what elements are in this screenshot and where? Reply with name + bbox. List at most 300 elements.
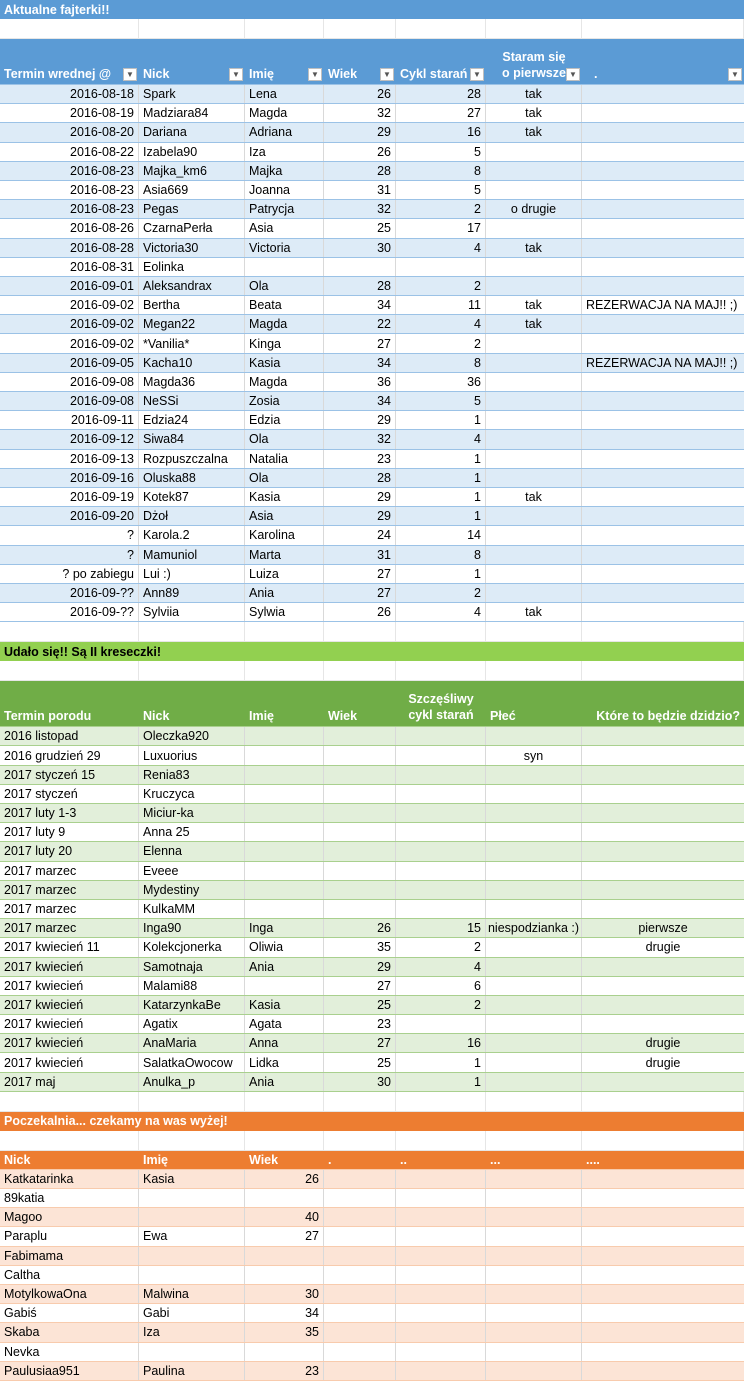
filter-dropdown-icon[interactable]: ▼ xyxy=(380,68,394,81)
table-cell[interactable] xyxy=(486,938,582,956)
table-cell[interactable]: 4 xyxy=(396,430,486,448)
table-cell[interactable]: 2016-09-02 xyxy=(0,334,139,352)
table-cell[interactable] xyxy=(582,958,744,976)
table-cell[interactable]: Karolina xyxy=(245,526,324,544)
table-cell[interactable]: 29 xyxy=(324,507,396,525)
table-cell[interactable]: 16 xyxy=(396,1034,486,1052)
table-cell[interactable] xyxy=(486,565,582,583)
table-cell[interactable]: 34 xyxy=(324,354,396,372)
table-cell[interactable]: Luiza xyxy=(245,565,324,583)
table-cell[interactable] xyxy=(245,727,324,745)
table-cell[interactable] xyxy=(486,334,582,352)
table-cell[interactable]: 4 xyxy=(396,603,486,621)
table-cell[interactable] xyxy=(582,200,744,218)
filter-dropdown-icon[interactable]: ▼ xyxy=(566,68,580,81)
table-cell[interactable]: 2017 styczeń 15 xyxy=(0,766,139,784)
table-cell[interactable] xyxy=(582,1208,744,1226)
table-cell[interactable] xyxy=(486,354,582,372)
table-cell[interactable]: 35 xyxy=(245,1323,324,1341)
table-cell[interactable]: Kasia xyxy=(245,488,324,506)
table-cell[interactable]: 40 xyxy=(245,1208,324,1226)
table-cell[interactable]: 2017 luty 9 xyxy=(0,823,139,841)
table-cell[interactable]: Asia xyxy=(245,219,324,237)
table-cell[interactable] xyxy=(324,727,396,745)
filter-dropdown-icon[interactable]: ▼ xyxy=(229,68,243,81)
table-cell[interactable]: 2017 maj xyxy=(0,1073,139,1091)
col-header-ktore[interactable]: Które to będzie dzidzio? xyxy=(596,709,740,724)
table-cell[interactable] xyxy=(582,1362,744,1380)
table-cell[interactable]: CzarnaPerła xyxy=(139,219,245,237)
table-cell[interactable]: 2017 marzec xyxy=(0,881,139,899)
table-cell[interactable]: 4 xyxy=(396,239,486,257)
table-cell[interactable]: MotylkowaOna xyxy=(0,1285,139,1303)
col-header-imie[interactable]: Imię xyxy=(143,1152,169,1167)
table-cell[interactable]: tak xyxy=(486,315,582,333)
table-cell[interactable] xyxy=(396,1304,486,1322)
table-cell[interactable]: 27 xyxy=(324,565,396,583)
table-cell[interactable]: Mamuniol xyxy=(139,546,245,564)
table-cell[interactable]: 1 xyxy=(396,565,486,583)
table-cell[interactable] xyxy=(396,823,486,841)
col-header-dot1[interactable]: . xyxy=(328,1152,332,1167)
table-cell[interactable]: syn xyxy=(486,746,582,764)
table-cell[interactable]: 29 xyxy=(324,411,396,429)
table-cell[interactable] xyxy=(486,900,582,918)
table-cell[interactable]: Oliwia xyxy=(245,938,324,956)
table-cell[interactable] xyxy=(486,1247,582,1265)
table-cell[interactable]: 23 xyxy=(324,450,396,468)
table-cell[interactable] xyxy=(582,584,744,602)
table-cell[interactable]: 2017 luty 1-3 xyxy=(0,804,139,822)
table-cell[interactable] xyxy=(582,373,744,391)
table-cell[interactable] xyxy=(396,1323,486,1341)
table-cell[interactable]: AnaMaria xyxy=(139,1034,245,1052)
table-cell[interactable] xyxy=(324,1227,396,1245)
table-cell[interactable]: 2 xyxy=(396,938,486,956)
table-cell[interactable]: 34 xyxy=(245,1304,324,1322)
table-cell[interactable]: Edzia24 xyxy=(139,411,245,429)
table-cell[interactable] xyxy=(245,881,324,899)
col-header-nick[interactable]: Nick ▼ xyxy=(139,39,245,84)
table-cell[interactable] xyxy=(396,1285,486,1303)
table-cell[interactable]: Ola xyxy=(245,277,324,295)
table-cell[interactable] xyxy=(582,804,744,822)
table-cell[interactable] xyxy=(245,1189,324,1207)
table-cell[interactable] xyxy=(245,1343,324,1361)
col-header-plec[interactable]: Płeć xyxy=(490,709,516,724)
table-cell[interactable]: tak xyxy=(486,488,582,506)
table-cell[interactable]: 1 xyxy=(396,450,486,468)
table-cell[interactable]: 1 xyxy=(396,1053,486,1071)
table-cell[interactable]: Ania xyxy=(245,1073,324,1091)
table-cell[interactable]: Kruczyca xyxy=(139,785,245,803)
table-cell[interactable]: Ann89 xyxy=(139,584,245,602)
table-cell[interactable]: tak xyxy=(486,104,582,122)
table-cell[interactable] xyxy=(486,977,582,995)
blank-row[interactable] xyxy=(0,661,744,681)
table-cell[interactable]: Renia83 xyxy=(139,766,245,784)
table-cell[interactable]: 2017 kwiecień xyxy=(0,1034,139,1052)
table-cell[interactable]: Kasia xyxy=(139,1170,245,1188)
table-cell[interactable]: Marta xyxy=(245,546,324,564)
table-cell[interactable]: Bertha xyxy=(139,296,245,314)
table-cell[interactable] xyxy=(582,546,744,564)
table-cell[interactable]: Caltha xyxy=(0,1266,139,1284)
table-cell[interactable]: 2016-08-28 xyxy=(0,239,139,257)
table-cell[interactable] xyxy=(139,1266,245,1284)
table-cell[interactable]: Agata xyxy=(245,1015,324,1033)
table-cell[interactable]: Malwina xyxy=(139,1285,245,1303)
table-cell[interactable]: ? xyxy=(0,546,139,564)
table-cell[interactable]: 26 xyxy=(324,919,396,937)
table-cell[interactable]: 2016-08-23 xyxy=(0,162,139,180)
table-cell[interactable]: Anulka_p xyxy=(139,1073,245,1091)
table-cell[interactable] xyxy=(396,785,486,803)
table-cell[interactable] xyxy=(486,277,582,295)
table-cell[interactable] xyxy=(582,334,744,352)
table-cell[interactable] xyxy=(486,842,582,860)
table-cell[interactable] xyxy=(486,1189,582,1207)
table-cell[interactable]: 2016-09-13 xyxy=(0,450,139,468)
table-cell[interactable]: 25 xyxy=(324,219,396,237)
table-cell[interactable]: 11 xyxy=(396,296,486,314)
table-cell[interactable] xyxy=(582,1073,744,1091)
table-cell[interactable]: Agatix xyxy=(139,1015,245,1033)
col-header-termin[interactable]: Termin wrednej @ ▼ xyxy=(0,39,139,84)
table-cell[interactable]: Victoria xyxy=(245,239,324,257)
table-cell[interactable]: Miciur-ka xyxy=(139,804,245,822)
table-cell[interactable] xyxy=(396,1362,486,1380)
table-cell[interactable]: 30 xyxy=(245,1285,324,1303)
table-cell[interactable] xyxy=(582,1189,744,1207)
table-cell[interactable] xyxy=(396,1247,486,1265)
table-cell[interactable]: 2017 kwiecień xyxy=(0,1053,139,1071)
table-cell[interactable]: 35 xyxy=(324,938,396,956)
table-cell[interactable]: 2016-08-26 xyxy=(0,219,139,237)
table-cell[interactable] xyxy=(139,1208,245,1226)
table-cell[interactable]: Aleksandrax xyxy=(139,277,245,295)
table-cell[interactable]: Sylviia xyxy=(139,603,245,621)
table-cell[interactable]: 30 xyxy=(324,239,396,257)
table-cell[interactable]: Eolinka xyxy=(139,258,245,276)
table-cell[interactable]: 27 xyxy=(324,1034,396,1052)
table-cell[interactable]: Paulusiaa951 xyxy=(0,1362,139,1380)
table-cell[interactable] xyxy=(582,411,744,429)
table-cell[interactable] xyxy=(245,1247,324,1265)
table-cell[interactable] xyxy=(486,1170,582,1188)
table-cell[interactable]: 27 xyxy=(396,104,486,122)
table-cell[interactable]: Elenna xyxy=(139,842,245,860)
table-cell[interactable] xyxy=(486,1034,582,1052)
table-cell[interactable]: Eveee xyxy=(139,862,245,880)
table-cell[interactable] xyxy=(486,392,582,410)
table-cell[interactable]: 2016-09-01 xyxy=(0,277,139,295)
table-cell[interactable]: 32 xyxy=(324,104,396,122)
table-cell[interactable]: 4 xyxy=(396,958,486,976)
table-cell[interactable]: Ewa xyxy=(139,1227,245,1245)
table-cell[interactable]: Magda xyxy=(245,373,324,391)
table-cell[interactable]: tak xyxy=(486,85,582,103)
table-cell[interactable] xyxy=(324,900,396,918)
table-cell[interactable] xyxy=(582,603,744,621)
table-cell[interactable]: Kolekcjonerka xyxy=(139,938,245,956)
table-cell[interactable] xyxy=(324,1208,396,1226)
table-cell[interactable]: Samotnaja xyxy=(139,958,245,976)
table-cell[interactable] xyxy=(486,373,582,391)
table-cell[interactable]: 2017 marzec xyxy=(0,900,139,918)
table-cell[interactable]: 30 xyxy=(324,1073,396,1091)
table-cell[interactable]: 2016-09-08 xyxy=(0,373,139,391)
table-cell[interactable]: Ola xyxy=(245,430,324,448)
table-cell[interactable]: Magda xyxy=(245,104,324,122)
table-cell[interactable]: Magoo xyxy=(0,1208,139,1226)
col-header-wiek[interactable]: Wiek xyxy=(328,709,358,724)
blank-row[interactable] xyxy=(0,622,744,642)
table-cell[interactable]: 8 xyxy=(396,546,486,564)
table-cell[interactable]: drugie xyxy=(645,1036,681,1051)
table-cell[interactable] xyxy=(245,823,324,841)
table-cell[interactable] xyxy=(486,996,582,1014)
table-cell[interactable] xyxy=(396,727,486,745)
table-cell[interactable] xyxy=(486,804,582,822)
table-cell[interactable] xyxy=(396,900,486,918)
table-cell[interactable] xyxy=(486,258,582,276)
table-cell[interactable]: 32 xyxy=(324,430,396,448)
table-cell[interactable]: 2016-09-02 xyxy=(0,296,139,314)
table-cell[interactable] xyxy=(582,181,744,199)
table-cell[interactable]: 2017 kwiecień xyxy=(0,958,139,976)
table-cell[interactable] xyxy=(396,862,486,880)
table-cell[interactable] xyxy=(396,746,486,764)
table-cell[interactable]: Mydestiny xyxy=(139,881,245,899)
table-cell[interactable] xyxy=(486,766,582,784)
table-cell[interactable] xyxy=(582,239,744,257)
table-cell[interactable]: 8 xyxy=(396,354,486,372)
table-cell[interactable]: Kacha10 xyxy=(139,354,245,372)
table-cell[interactable] xyxy=(582,565,744,583)
table-cell[interactable]: 15 xyxy=(396,919,486,937)
table-cell[interactable]: 2016-09-02 xyxy=(0,315,139,333)
table-cell[interactable] xyxy=(324,1266,396,1284)
table-cell[interactable] xyxy=(396,258,486,276)
table-cell[interactable]: 2016-09-?? xyxy=(0,584,139,602)
table-cell[interactable] xyxy=(324,785,396,803)
table-cell[interactable]: Skaba xyxy=(0,1323,139,1341)
table-cell[interactable] xyxy=(582,823,744,841)
table-cell[interactable]: Dżoł xyxy=(139,507,245,525)
table-cell[interactable]: *Vanilia* xyxy=(139,334,245,352)
table-cell[interactable] xyxy=(582,1323,744,1341)
table-cell[interactable] xyxy=(582,862,744,880)
table-cell[interactable]: 25 xyxy=(324,1053,396,1071)
table-cell[interactable] xyxy=(486,507,582,525)
table-cell[interactable]: Kasia xyxy=(245,996,324,1014)
table-cell[interactable] xyxy=(582,430,744,448)
table-cell[interactable]: Rozpuszczalna xyxy=(139,450,245,468)
table-cell[interactable] xyxy=(139,1247,245,1265)
table-cell[interactable]: 29 xyxy=(324,123,396,141)
table-cell[interactable]: Fabimama xyxy=(0,1247,139,1265)
table-cell[interactable] xyxy=(486,143,582,161)
table-cell[interactable]: 28 xyxy=(396,85,486,103)
table-cell[interactable]: Madziara84 xyxy=(139,104,245,122)
table-cell[interactable] xyxy=(139,1189,245,1207)
blank-row[interactable] xyxy=(0,1131,744,1151)
table-cell[interactable] xyxy=(396,1189,486,1207)
table-cell[interactable] xyxy=(324,258,396,276)
col-header-imie[interactable]: Imię xyxy=(249,709,275,724)
table-cell[interactable]: Iza xyxy=(139,1323,245,1341)
table-cell[interactable] xyxy=(582,219,744,237)
table-cell[interactable] xyxy=(582,1285,744,1303)
table-cell[interactable]: 29 xyxy=(324,958,396,976)
table-cell[interactable]: Joanna xyxy=(245,181,324,199)
table-cell[interactable] xyxy=(582,507,744,525)
table-cell[interactable]: 32 xyxy=(324,200,396,218)
table-cell[interactable] xyxy=(324,766,396,784)
table-cell[interactable] xyxy=(582,488,744,506)
filter-dropdown-icon[interactable]: ▼ xyxy=(728,68,742,81)
table-cell[interactable]: 2016-09-08 xyxy=(0,392,139,410)
table-cell[interactable]: 2 xyxy=(396,277,486,295)
table-cell[interactable]: 27 xyxy=(324,584,396,602)
table-cell[interactable]: Edzia xyxy=(245,411,324,429)
table-cell[interactable]: drugie xyxy=(645,1055,681,1070)
table-cell[interactable]: 1 xyxy=(396,411,486,429)
table-cell[interactable]: 29 xyxy=(324,488,396,506)
table-cell[interactable]: 23 xyxy=(324,1015,396,1033)
table-cell[interactable]: 2016-09-11 xyxy=(0,411,139,429)
table-cell[interactable] xyxy=(245,746,324,764)
table-cell[interactable] xyxy=(324,1189,396,1207)
sort-filter-icon[interactable]: ▼ xyxy=(123,68,137,81)
filter-dropdown-icon[interactable]: ▼ xyxy=(470,68,484,81)
table-cell[interactable]: 16 xyxy=(396,123,486,141)
table-cell[interactable]: Inga xyxy=(245,919,324,937)
table-cell[interactable]: 26 xyxy=(324,143,396,161)
table-cell[interactable]: drugie xyxy=(645,940,681,955)
table-cell[interactable]: Ola xyxy=(245,469,324,487)
table-cell[interactable]: Kasia xyxy=(245,354,324,372)
table-cell[interactable]: Ania xyxy=(245,584,324,602)
table-cell[interactable]: tak xyxy=(486,239,582,257)
table-cell[interactable] xyxy=(486,1285,582,1303)
table-cell[interactable]: 28 xyxy=(324,469,396,487)
table-cell[interactable]: 36 xyxy=(396,373,486,391)
table-cell[interactable] xyxy=(582,1015,744,1033)
table-cell[interactable] xyxy=(324,862,396,880)
table-cell[interactable]: 2016-08-31 xyxy=(0,258,139,276)
table-cell[interactable]: 6 xyxy=(396,977,486,995)
table-cell[interactable]: Dariana xyxy=(139,123,245,141)
table-cell[interactable]: 1 xyxy=(396,469,486,487)
table-cell[interactable] xyxy=(245,862,324,880)
table-cell[interactable] xyxy=(396,804,486,822)
table-cell[interactable] xyxy=(486,450,582,468)
table-cell[interactable] xyxy=(582,1170,744,1188)
table-cell[interactable] xyxy=(486,1073,582,1091)
table-cell[interactable] xyxy=(486,727,582,745)
table-cell[interactable]: 17 xyxy=(396,219,486,237)
table-cell[interactable]: Megan22 xyxy=(139,315,245,333)
table-cell[interactable]: Oleczka920 xyxy=(139,727,245,745)
table-cell[interactable]: 2016-09-?? xyxy=(0,603,139,621)
table-cell[interactable]: Anna 25 xyxy=(139,823,245,841)
table-cell[interactable] xyxy=(582,162,744,180)
table-cell[interactable]: Ania xyxy=(245,958,324,976)
table-cell[interactable]: 8 xyxy=(396,162,486,180)
table-cell[interactable] xyxy=(486,181,582,199)
table-cell[interactable] xyxy=(486,526,582,544)
table-cell[interactable] xyxy=(582,104,744,122)
col-header-termin-porodu[interactable]: Termin porodu xyxy=(4,709,92,724)
table-cell[interactable]: Paulina xyxy=(139,1362,245,1380)
table-cell[interactable]: 2 xyxy=(396,334,486,352)
table-cell[interactable] xyxy=(582,766,744,784)
table-cell[interactable] xyxy=(324,842,396,860)
table-cell[interactable]: o drugie xyxy=(486,200,582,218)
table-cell[interactable]: NeSSi xyxy=(139,392,245,410)
table-cell[interactable]: 2016 grudzień 29 xyxy=(0,746,139,764)
table-cell[interactable]: Patrycja xyxy=(245,200,324,218)
table-cell[interactable]: tak xyxy=(486,123,582,141)
table-cell[interactable] xyxy=(324,1304,396,1322)
col-header-nick[interactable]: Nick xyxy=(143,709,170,724)
table-cell[interactable]: 36 xyxy=(324,373,396,391)
col-header-cykl[interactable]: Cykl starań ▼ xyxy=(396,39,486,84)
table-cell[interactable]: 1 xyxy=(396,507,486,525)
col-header-imie[interactable]: Imię ▼ xyxy=(245,39,324,84)
table-cell[interactable]: 14 xyxy=(396,526,486,544)
table-cell[interactable] xyxy=(396,1208,486,1226)
table-cell[interactable] xyxy=(582,392,744,410)
table-cell[interactable] xyxy=(245,785,324,803)
table-cell[interactable]: 2017 marzec xyxy=(0,862,139,880)
table-cell[interactable] xyxy=(324,881,396,899)
table-cell[interactable]: 24 xyxy=(324,526,396,544)
table-cell[interactable] xyxy=(486,958,582,976)
table-cell[interactable]: Kinga xyxy=(245,334,324,352)
table-cell[interactable]: Kotek87 xyxy=(139,488,245,506)
table-cell[interactable] xyxy=(486,862,582,880)
table-cell[interactable]: 2016-08-22 xyxy=(0,143,139,161)
table-cell[interactable]: 89katia xyxy=(0,1189,139,1207)
table-cell[interactable] xyxy=(324,1285,396,1303)
table-cell[interactable] xyxy=(582,881,744,899)
table-cell[interactable] xyxy=(245,766,324,784)
table-cell[interactable]: 31 xyxy=(324,181,396,199)
table-cell[interactable]: Natalia xyxy=(245,450,324,468)
table-cell[interactable]: niespodzianka :) xyxy=(486,919,582,937)
table-cell[interactable] xyxy=(396,1343,486,1361)
table-cell[interactable]: 23 xyxy=(245,1362,324,1380)
table-cell[interactable] xyxy=(582,1304,744,1322)
table-cell[interactable]: Adriana xyxy=(245,123,324,141)
table-cell[interactable]: Gabiś xyxy=(0,1304,139,1322)
table-cell[interactable] xyxy=(486,1323,582,1341)
table-cell[interactable] xyxy=(396,1015,486,1033)
table-cell[interactable] xyxy=(582,785,744,803)
table-cell[interactable] xyxy=(486,1227,582,1245)
table-cell[interactable] xyxy=(324,1323,396,1341)
table-cell[interactable]: 2016-08-18 xyxy=(0,85,139,103)
table-cell[interactable]: 2016-09-16 xyxy=(0,469,139,487)
table-cell[interactable] xyxy=(486,785,582,803)
table-cell[interactable]: Majka_km6 xyxy=(139,162,245,180)
table-cell[interactable]: Oluska88 xyxy=(139,469,245,487)
table-cell[interactable] xyxy=(396,1266,486,1284)
table-cell[interactable] xyxy=(324,746,396,764)
